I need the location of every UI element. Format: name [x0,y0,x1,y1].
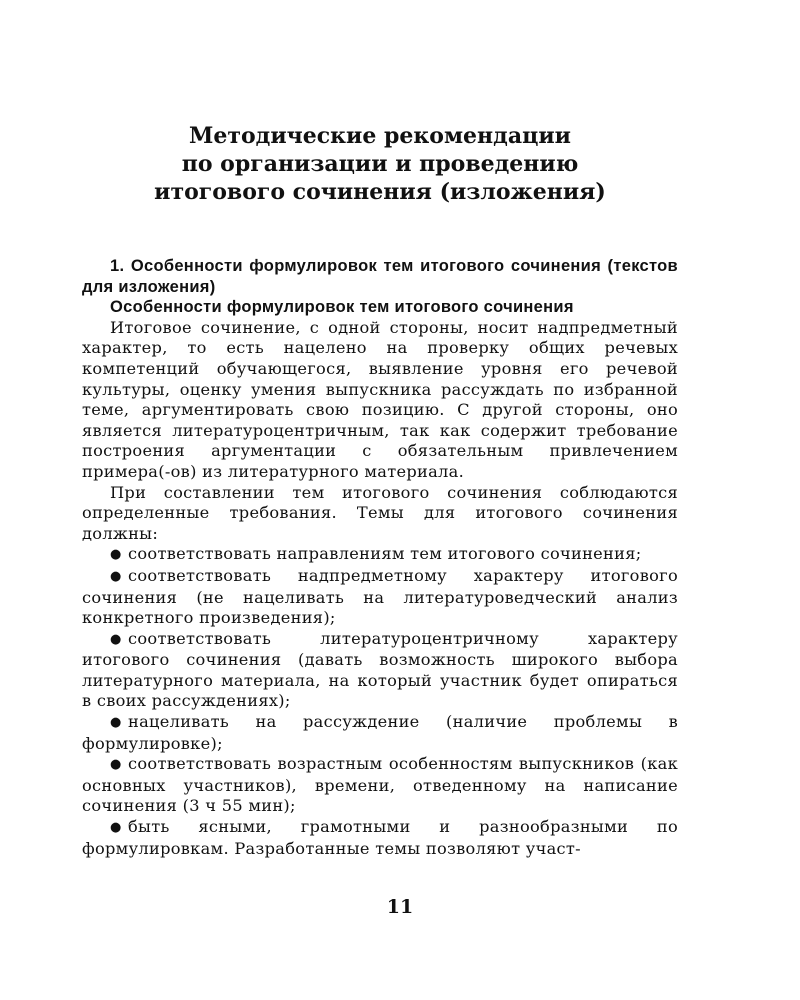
bullet-icon: ● [110,631,122,647]
paragraph-1: Итоговое сочинение, с одной стороны, носит надпредметный характер, то есть нацелено на проверку общих речевых компетенций обучающегося, выявление уровня его речевой культуры, оценку умения выпускника рассуждать по избранной теме, аргументировать свою позицию. С другой стороны, оно является литературоцентричным, так как содержит требование построения аргументации с обязательным привлечением примера(-ов) из литературного материала. [82,317,678,481]
bullet-text-5: соответствовать возрастным особенностям выпускников (как основных участников), времени, отведенному на написание сочинения (3 ч 55 мин); [82,754,678,816]
section-subheading: Особенности формулировок тем итогового сочинения [110,298,574,317]
bullet-item-5 [82,754,678,817]
bullet-item-6 [82,817,678,859]
title-line-3: итогового сочинения (изложения) [154,179,606,205]
bullet-item-4 [82,712,678,754]
bullet-text-1: соответствовать направлениям тем итогового сочинения; [128,544,642,564]
bullet-item-3 [82,629,678,712]
page-number: 11 [386,896,414,918]
page-title [82,122,678,206]
title-line-2: по организации и проведению [181,151,579,177]
bullet-icon: ● [110,568,122,584]
bullet-item-1 [82,544,678,566]
paragraph-2: При составлении тем итогового сочинения соблюдаются определенные требования. Темы для итогового сочинения должны: [82,482,678,543]
bullet-text-4: нацеливать на рассуждение (наличие проблемы в формулировке); [82,712,678,753]
bullet-icon: ● [110,547,122,563]
section-heading: 1. Особенности формулировок тем итогового сочинения (текстов для изложения) [82,257,678,296]
bullet-text-2: соответствовать надпредметному характеру итогового сочинения (не нацеливать на литературоведческий анализ конкретного произведения); [82,565,678,628]
bullet-text-3: соответствовать литературоцентричному характеру итогового сочинения (давать возможность широкого выбора литературного материала, на который участник будет опираться в своих рассуждениях); [82,628,678,711]
bullet-icon: ● [110,820,122,836]
bullet-icon: ● [110,757,122,773]
bullet-icon: ● [110,715,122,731]
title-line-1: Методические рекомендации [189,123,571,149]
bullet-text-6: быть ясными, грамотными и разнообразными по формулировкам. Разработанные темы позволяют участ- [82,817,678,858]
document-page [82,122,678,859]
body-text [82,256,678,859]
bullet-item-2 [82,566,678,629]
